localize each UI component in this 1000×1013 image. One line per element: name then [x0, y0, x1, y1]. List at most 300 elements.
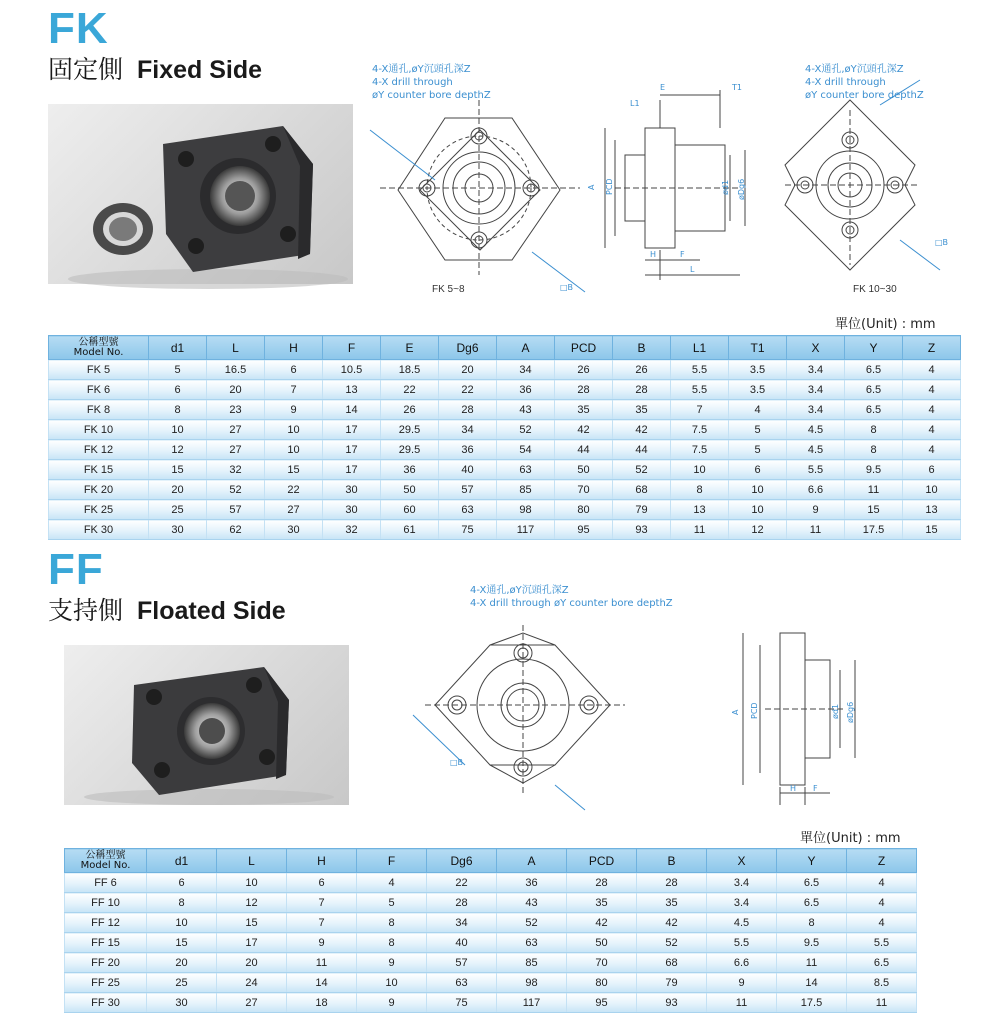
model-cell: FK 12	[49, 440, 149, 460]
table-cell: 52	[613, 460, 671, 480]
table-row	[65, 993, 917, 1013]
table-cell: 4	[903, 360, 961, 380]
table-cell: 30	[323, 500, 381, 520]
fk-note-left	[372, 63, 491, 102]
model-cell: FK 20	[49, 480, 149, 500]
fk-dim-a: A	[587, 184, 596, 190]
table-cell: 50	[381, 480, 439, 500]
table-row	[65, 913, 917, 933]
fk-title	[48, 50, 262, 86]
table-row	[49, 460, 961, 480]
table-cell: 17	[323, 460, 381, 480]
table-cell: 22	[265, 480, 323, 500]
fk-note-left-line2: 4-X drill through	[372, 77, 453, 88]
table-row	[65, 893, 917, 913]
table-cell: 57	[207, 500, 265, 520]
table-cell: 6.5	[845, 360, 903, 380]
fk-header-z: Z	[903, 336, 961, 360]
table-cell: 5.5	[787, 460, 845, 480]
ff-title-en: Floated Side	[137, 597, 286, 625]
ff-unit-label: 單位(Unit) : mm	[800, 831, 901, 846]
table-cell: 15	[217, 913, 287, 933]
fk-dim-dg6: øDg6	[737, 178, 746, 200]
ff-dim-a: A	[731, 709, 740, 715]
table-cell: 6	[149, 380, 207, 400]
table-cell: 62	[207, 520, 265, 540]
table-cell: 15	[903, 520, 961, 540]
table-cell: 52	[497, 913, 567, 933]
table-cell: 50	[567, 933, 637, 953]
fk-header-e: E	[381, 336, 439, 360]
fk-unit-label: 單位(Unit) : mm	[835, 317, 936, 332]
table-cell: 26	[613, 360, 671, 380]
fk-note-right-line2: 4-X drill through	[805, 77, 886, 88]
table-cell: 9	[707, 973, 777, 993]
table-cell: 15	[845, 500, 903, 520]
table-cell: 12	[729, 520, 787, 540]
table-cell: 10	[217, 873, 287, 893]
fk-header-f: F	[323, 336, 381, 360]
table-cell: 35	[613, 400, 671, 420]
table-row	[49, 380, 961, 400]
ff-header-z: Z	[847, 849, 917, 873]
table-cell: 17.5	[777, 993, 847, 1013]
table-cell: 4	[847, 893, 917, 913]
table-cell: 8	[149, 400, 207, 420]
table-cell: 6	[729, 460, 787, 480]
table-cell: 6.5	[777, 893, 847, 913]
table-cell: 11	[287, 953, 357, 973]
table-cell: 28	[427, 893, 497, 913]
table-cell: 5.5	[847, 933, 917, 953]
table-row	[49, 520, 961, 540]
ff-title-cn: 支持側	[48, 596, 124, 625]
ff-dim-pcd: PCD	[750, 702, 759, 719]
fk-header-model-en: Model No.	[73, 346, 124, 358]
table-cell: 16.5	[207, 360, 265, 380]
fk-dim-d1: ød1	[721, 179, 730, 195]
table-cell: 9	[265, 400, 323, 420]
table-row	[65, 953, 917, 973]
table-cell: 95	[555, 520, 613, 540]
table-cell: 36	[497, 873, 567, 893]
table-cell: 5.5	[707, 933, 777, 953]
model-cell: FF 30	[65, 993, 147, 1013]
table-cell: 4.5	[787, 420, 845, 440]
table-cell: 9	[357, 953, 427, 973]
model-cell: FF 20	[65, 953, 147, 973]
table-cell: 6	[147, 873, 217, 893]
table-cell: 13	[323, 380, 381, 400]
table-cell: 29.5	[381, 440, 439, 460]
ff-header-pcd: PCD	[567, 849, 637, 873]
table-cell: 30	[149, 520, 207, 540]
fk-dim-l: L	[690, 265, 695, 274]
table-cell: 11	[777, 953, 847, 973]
table-cell: 63	[439, 500, 497, 520]
fk-header-a: A	[497, 336, 555, 360]
table-cell: 54	[497, 440, 555, 460]
fk-title-en: Fixed Side	[137, 56, 263, 84]
table-cell: 34	[497, 360, 555, 380]
model-cell: FF 15	[65, 933, 147, 953]
ff-header-dg6: Dg6	[427, 849, 497, 873]
ff-header-a: A	[497, 849, 567, 873]
table-cell: 23	[207, 400, 265, 420]
table-cell: 13	[671, 500, 729, 520]
table-cell: 6.5	[845, 380, 903, 400]
table-cell: 9	[287, 933, 357, 953]
ff-title	[48, 591, 286, 627]
fk-dim-b-right: □B	[935, 238, 949, 247]
fk-header-h: H	[265, 336, 323, 360]
table-cell: 68	[613, 480, 671, 500]
table-cell: 80	[567, 973, 637, 993]
table-cell: 42	[567, 913, 637, 933]
ff-header-h: H	[287, 849, 357, 873]
table-cell: 7.5	[671, 440, 729, 460]
ff-dim-h: H	[790, 784, 797, 793]
table-cell: 15	[147, 933, 217, 953]
table-cell: 40	[427, 933, 497, 953]
table-cell: 42	[613, 420, 671, 440]
table-cell: 9	[787, 500, 845, 520]
table-cell: 117	[497, 520, 555, 540]
fk-product-photo	[48, 104, 353, 284]
table-cell: 5.5	[671, 360, 729, 380]
table-cell: 20	[217, 953, 287, 973]
table-cell: 3.4	[707, 873, 777, 893]
fk-note-left-line3: øY counter bore depthZ	[372, 90, 491, 101]
table-cell: 13	[903, 500, 961, 520]
table-cell: 22	[427, 873, 497, 893]
table-cell: 44	[555, 440, 613, 460]
fk-header-dg6: Dg6	[439, 336, 497, 360]
ff-dim-f: F	[813, 784, 818, 793]
ff-header-f: F	[357, 849, 427, 873]
table-cell: 27	[207, 420, 265, 440]
table-cell: 4	[903, 380, 961, 400]
table-cell: 36	[439, 440, 497, 460]
table-row	[49, 440, 961, 460]
table-cell: 44	[613, 440, 671, 460]
table-cell: 5	[357, 893, 427, 913]
table-cell: 15	[265, 460, 323, 480]
ff-header-model	[65, 849, 147, 873]
table-cell: 9.5	[777, 933, 847, 953]
table-cell: 98	[497, 973, 567, 993]
table-cell: 4	[903, 400, 961, 420]
table-cell: 8	[845, 420, 903, 440]
table-cell: 5	[729, 420, 787, 440]
table-cell: 4	[903, 440, 961, 460]
table-cell: 8	[777, 913, 847, 933]
ff-table-body	[65, 873, 917, 1013]
fk-header-t1: T1	[729, 336, 787, 360]
table-row	[65, 933, 917, 953]
ff-dim-b: □B	[450, 758, 464, 767]
table-cell: 11	[707, 993, 777, 1013]
table-cell: 4	[729, 400, 787, 420]
table-row	[49, 420, 961, 440]
table-cell: 93	[637, 993, 707, 1013]
table-cell: 10	[729, 500, 787, 520]
table-cell: 35	[637, 893, 707, 913]
fk-header-model-cn: 公稱型號	[78, 336, 119, 348]
table-cell: 28	[555, 380, 613, 400]
ff-note	[470, 584, 673, 610]
table-cell: 28	[637, 873, 707, 893]
table-cell: 7	[287, 913, 357, 933]
model-cell: FK 8	[49, 400, 149, 420]
table-cell: 20	[439, 360, 497, 380]
fk-dim-b-left: □B	[560, 283, 574, 292]
table-cell: 36	[497, 380, 555, 400]
table-cell: 10	[265, 440, 323, 460]
table-cell: 43	[497, 893, 567, 913]
table-cell: 79	[637, 973, 707, 993]
table-row	[49, 500, 961, 520]
table-cell: 93	[613, 520, 671, 540]
fk-dim-e: E	[660, 83, 666, 92]
ff-product-photo	[64, 645, 349, 805]
model-cell: FK 30	[49, 520, 149, 540]
table-cell: 70	[555, 480, 613, 500]
table-cell: 14	[323, 400, 381, 420]
table-cell: 29.5	[381, 420, 439, 440]
table-cell: 11	[787, 520, 845, 540]
table-cell: 70	[567, 953, 637, 973]
fk-note-right	[805, 63, 924, 102]
model-cell: FK 15	[49, 460, 149, 480]
table-cell: 85	[497, 480, 555, 500]
table-cell: 4	[903, 420, 961, 440]
table-cell: 4.5	[787, 440, 845, 460]
table-cell: 18	[287, 993, 357, 1013]
table-cell: 25	[147, 973, 217, 993]
fk-header-b: B	[613, 336, 671, 360]
table-cell: 18.5	[381, 360, 439, 380]
table-cell: 98	[497, 500, 555, 520]
ff-header-y: Y	[777, 849, 847, 873]
table-cell: 7	[287, 893, 357, 913]
ff-header-l: L	[217, 849, 287, 873]
fk-caption-left: FK 5~8	[432, 284, 465, 295]
table-cell: 42	[637, 913, 707, 933]
table-cell: 68	[637, 953, 707, 973]
table-cell: 30	[265, 520, 323, 540]
table-cell: 8	[147, 893, 217, 913]
ff-header-x: X	[707, 849, 777, 873]
table-cell: 6.6	[787, 480, 845, 500]
fk-header-y: Y	[845, 336, 903, 360]
ff-header-b: B	[637, 849, 707, 873]
table-cell: 11	[847, 993, 917, 1013]
table-cell: 8	[845, 440, 903, 460]
table-cell: 10	[147, 913, 217, 933]
fk-table-header-row	[49, 336, 961, 360]
table-cell: 9.5	[845, 460, 903, 480]
model-cell: FK 25	[49, 500, 149, 520]
fk-table-body	[49, 360, 961, 540]
table-cell: 11	[671, 520, 729, 540]
table-cell: 75	[439, 520, 497, 540]
table-cell: 85	[497, 953, 567, 973]
table-cell: 34	[427, 913, 497, 933]
fk-header-l: L	[207, 336, 265, 360]
table-cell: 5.5	[671, 380, 729, 400]
fk-dim-t1: T1	[732, 83, 742, 92]
table-cell: 20	[147, 953, 217, 973]
ff-header-d1: d1	[147, 849, 217, 873]
table-cell: 28	[567, 873, 637, 893]
table-cell: 3.5	[729, 360, 787, 380]
fk-dim-h: H	[650, 250, 657, 259]
table-cell: 10	[149, 420, 207, 440]
table-cell: 30	[147, 993, 217, 1013]
model-cell: FK 10	[49, 420, 149, 440]
table-cell: 3.4	[787, 360, 845, 380]
table-cell: 43	[497, 400, 555, 420]
table-cell: 10	[357, 973, 427, 993]
table-cell: 40	[439, 460, 497, 480]
table-cell: 50	[555, 460, 613, 480]
ff-note-line2: 4-X drill through øY counter bore depthZ	[470, 598, 673, 609]
ff-dim-dg6: øDg6	[846, 701, 855, 723]
table-cell: 8	[357, 913, 427, 933]
table-cell: 10	[729, 480, 787, 500]
table-cell: 32	[207, 460, 265, 480]
fk-header-l1: L1	[671, 336, 729, 360]
table-cell: 61	[381, 520, 439, 540]
table-cell: 57	[427, 953, 497, 973]
table-cell: 27	[265, 500, 323, 520]
table-cell: 17	[323, 420, 381, 440]
table-cell: 3.4	[787, 380, 845, 400]
fk-header-pcd: PCD	[555, 336, 613, 360]
table-cell: 26	[381, 400, 439, 420]
table-cell: 10	[903, 480, 961, 500]
fk-header-d1: d1	[149, 336, 207, 360]
model-cell: FF 25	[65, 973, 147, 993]
table-row	[49, 480, 961, 500]
ff-dim-d1: ød1	[831, 703, 840, 719]
table-cell: 35	[567, 893, 637, 913]
ff-technical-drawings	[395, 615, 915, 825]
table-cell: 42	[555, 420, 613, 440]
ff-header-model-en: Model No.	[80, 859, 131, 871]
table-cell: 10	[265, 420, 323, 440]
table-cell: 4	[357, 873, 427, 893]
table-cell: 36	[381, 460, 439, 480]
table-cell: 14	[777, 973, 847, 993]
model-cell: FF 10	[65, 893, 147, 913]
table-cell: 27	[207, 440, 265, 460]
fk-note-left-line1: 4-X通孔,øY沉頭孔深Z	[372, 64, 471, 75]
table-cell: 95	[567, 993, 637, 1013]
table-cell: 6	[265, 360, 323, 380]
table-cell: 20	[149, 480, 207, 500]
table-cell: 4	[847, 913, 917, 933]
table-cell: 35	[555, 400, 613, 420]
table-cell: 26	[555, 360, 613, 380]
fk-dim-f: F	[680, 250, 685, 259]
table-cell: 63	[497, 460, 555, 480]
model-cell: FF 6	[65, 873, 147, 893]
fk-header-x: X	[787, 336, 845, 360]
table-cell: 80	[555, 500, 613, 520]
table-cell: 17	[323, 440, 381, 460]
table-cell: 15	[149, 460, 207, 480]
fk-note-right-line3: øY counter bore depthZ	[805, 90, 924, 101]
table-cell: 12	[149, 440, 207, 460]
table-cell: 5	[149, 360, 207, 380]
ff-spec-table	[64, 848, 917, 1013]
fk-spec-table	[48, 335, 961, 540]
table-cell: 5	[729, 440, 787, 460]
table-cell: 14	[287, 973, 357, 993]
table-row	[49, 360, 961, 380]
table-cell: 52	[637, 933, 707, 953]
table-cell: 28	[613, 380, 671, 400]
table-row	[65, 873, 917, 893]
table-cell: 22	[439, 380, 497, 400]
model-cell: FK 6	[49, 380, 149, 400]
fk-dim-pcd: PCD	[605, 178, 614, 195]
model-cell: FK 5	[49, 360, 149, 380]
table-cell: 52	[207, 480, 265, 500]
model-cell: FF 12	[65, 913, 147, 933]
table-cell: 8.5	[847, 973, 917, 993]
table-cell: 10	[671, 460, 729, 480]
table-cell: 6	[903, 460, 961, 480]
table-cell: 17.5	[845, 520, 903, 540]
table-cell: 7	[265, 380, 323, 400]
table-cell: 3.5	[729, 380, 787, 400]
ff-note-line1: 4-X通孔,øY沉頭孔深Z	[470, 585, 569, 596]
ff-table-header-row	[65, 849, 917, 873]
table-row	[65, 973, 917, 993]
table-cell: 60	[381, 500, 439, 520]
fk-dim-l1: L1	[630, 99, 640, 108]
table-cell: 4.5	[707, 913, 777, 933]
table-cell: 6	[287, 873, 357, 893]
table-cell: 52	[497, 420, 555, 440]
table-cell: 3.4	[787, 400, 845, 420]
fk-header-model	[49, 336, 149, 360]
table-cell: 10.5	[323, 360, 381, 380]
table-row	[49, 400, 961, 420]
table-cell: 30	[323, 480, 381, 500]
table-cell: 12	[217, 893, 287, 913]
table-cell: 9	[357, 993, 427, 1013]
table-cell: 63	[497, 933, 567, 953]
table-cell: 6.5	[845, 400, 903, 420]
fk-note-right-line1: 4-X通孔,øY沉頭孔深Z	[805, 64, 904, 75]
table-cell: 79	[613, 500, 671, 520]
table-cell: 34	[439, 420, 497, 440]
table-cell: 20	[207, 380, 265, 400]
fk-title-cn: 固定側	[48, 55, 124, 84]
table-cell: 27	[217, 993, 287, 1013]
table-cell: 7.5	[671, 420, 729, 440]
table-cell: 24	[217, 973, 287, 993]
table-cell: 11	[845, 480, 903, 500]
table-cell: 75	[427, 993, 497, 1013]
table-cell: 7	[671, 400, 729, 420]
table-cell: 6.6	[707, 953, 777, 973]
table-cell: 6.5	[777, 873, 847, 893]
